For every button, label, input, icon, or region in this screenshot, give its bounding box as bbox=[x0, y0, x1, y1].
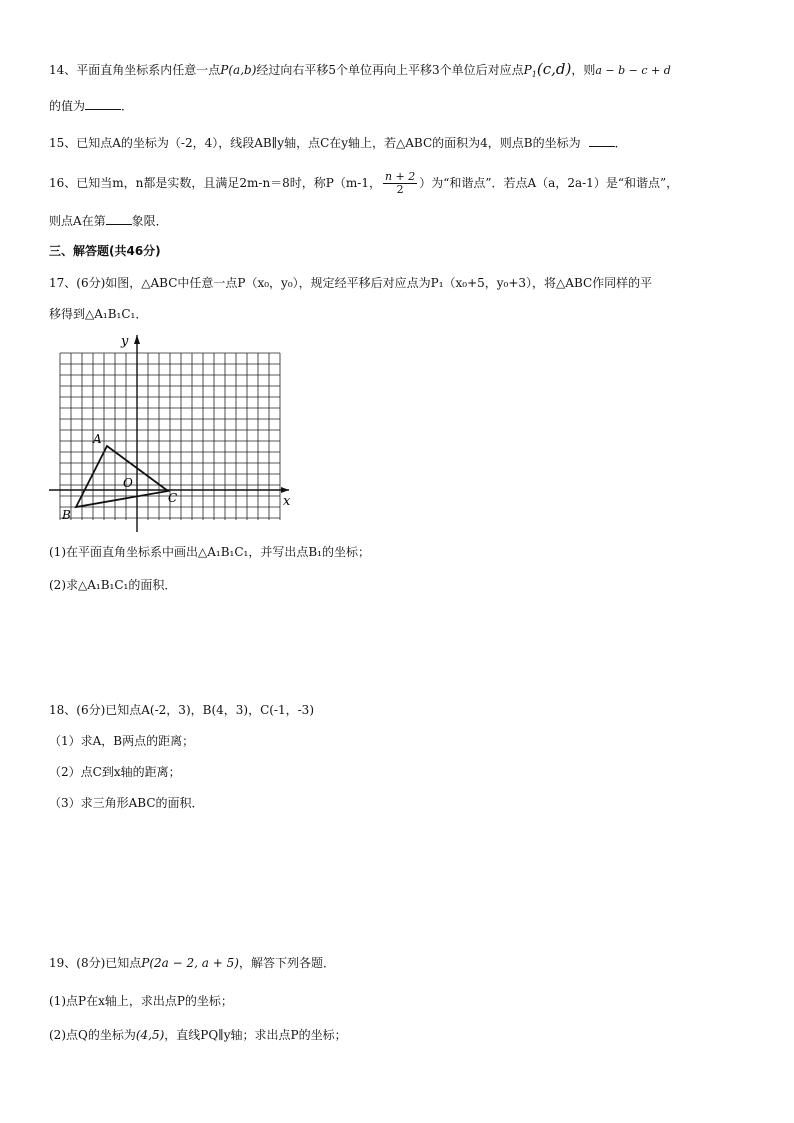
question-17-line-1: 17、(6分)如图，△ABC中任意一点P（x₀，y₀），规定经平移后对应点为P₁（x₀+5，y₀+3），将△ABC作同样的平 bbox=[49, 276, 653, 290]
q19-text-3: (2)点Q的坐标为 bbox=[49, 1028, 136, 1042]
q14-text-1: 平面直角坐标系内任意一点 bbox=[76, 63, 221, 77]
question-16-line-2 bbox=[49, 213, 168, 229]
y-axis-label: y bbox=[121, 335, 129, 349]
question-16-line-1 bbox=[49, 168, 678, 198]
q18-sub-1: （1）求A，B两点的距离； bbox=[49, 734, 195, 748]
label-b: B bbox=[62, 508, 71, 522]
y-axis-arrow-icon bbox=[134, 335, 140, 344]
q15-period: ． bbox=[614, 136, 627, 150]
coordinate-grid-figure bbox=[49, 335, 309, 535]
q19-text-4: ，直线PQ∥y轴；求出点P的坐标； bbox=[164, 1028, 347, 1042]
label-a: A bbox=[93, 432, 102, 446]
x-axis-arrow-icon bbox=[281, 487, 289, 493]
q16-answer-blank[interactable] bbox=[106, 214, 132, 225]
question-15 bbox=[49, 135, 627, 151]
label-c: C bbox=[168, 491, 178, 505]
q17-sub-2: (2)求△A₁B₁C₁的面积． bbox=[49, 578, 177, 592]
section-3-heading: 三、解答题(共46分) bbox=[49, 244, 161, 258]
q14-point-p: P(a,b) bbox=[220, 63, 257, 77]
q16-text-3: 则点A在第 bbox=[49, 214, 106, 228]
question-14-line-2 bbox=[49, 98, 133, 114]
q19-point-p: P(2a − 2, a + 5) bbox=[141, 956, 239, 970]
q14-period: ． bbox=[121, 99, 134, 113]
label-origin: O bbox=[123, 476, 133, 490]
q18-sub-2: （2）点C到x轴的距离； bbox=[49, 765, 181, 779]
q19-sub-1: (1)点P在x轴上，求出点P的坐标； bbox=[49, 994, 233, 1008]
q16-fraction: $\frac{n + 2}{2}$ bbox=[384, 170, 416, 196]
q15-text: 15、已知点A的坐标为（-2，4），线段AB∥y轴，点C在y轴上，若△ABC的面积为4，则点B的坐标为 bbox=[49, 136, 581, 150]
q19-sub-2 bbox=[49, 1027, 347, 1043]
q15-answer-blank[interactable] bbox=[589, 136, 615, 147]
question-18-head: 18、(6分)已知点A(-2，3)，B(4，3)，C(-1，-3) bbox=[49, 703, 314, 717]
q18-sub-3: （3）求三角形ABC的面积． bbox=[49, 796, 204, 810]
q19-text-1: 19、(8分)已知点 bbox=[49, 956, 142, 970]
q14-point-p1: $P_1(c,d)$ bbox=[523, 60, 572, 79]
q14-expression: a − b − c + d bbox=[595, 64, 671, 77]
x-axis-label: x bbox=[283, 494, 291, 509]
question-17-line-2: 移得到△A₁B₁C₁． bbox=[49, 307, 148, 321]
q14-text-2: 经过向右平移5个单位再向上平移3个单位后对应点 bbox=[256, 63, 524, 77]
q14-text-3: ，则 bbox=[571, 63, 596, 77]
q16-text-2: ）为“和谐点”．若点A（a，2a-1）是“和谐点”， bbox=[419, 176, 679, 190]
q16-text-4: 象限． bbox=[131, 214, 168, 228]
q14-number: 14、 bbox=[49, 63, 77, 77]
q17-sub-1: (1)在平面直角坐标系中画出△A₁B₁C₁，并写出点B₁的坐标； bbox=[49, 545, 370, 559]
q19-point-q: (4,5) bbox=[135, 1028, 165, 1042]
q14-answer-blank[interactable] bbox=[85, 99, 121, 110]
q16-text-1: 16、已知当m，n都是实数，且满足2m-n＝8时，称P（m-1， bbox=[49, 176, 381, 190]
question-14-line-1 bbox=[49, 61, 671, 83]
question-19-head bbox=[49, 955, 335, 971]
triangle-abc bbox=[76, 446, 168, 507]
q19-text-2: ，解答下列各题． bbox=[238, 956, 335, 970]
q14-text-4: 的值为 bbox=[49, 99, 86, 113]
